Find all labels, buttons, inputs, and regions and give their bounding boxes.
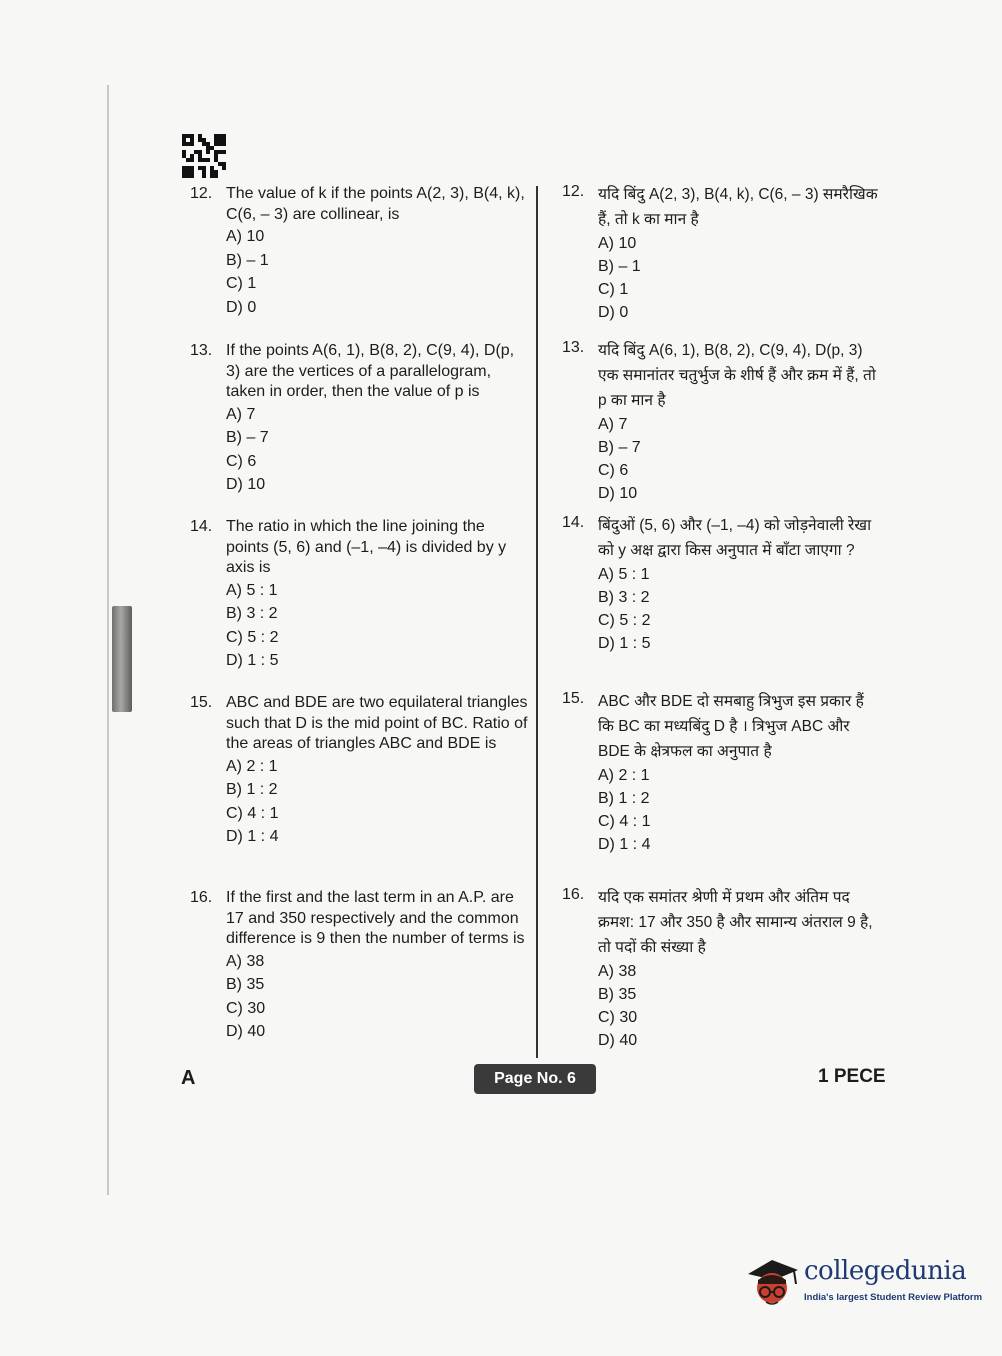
series-label: A xyxy=(181,1067,196,1089)
option-c: C) 30 xyxy=(226,999,266,1017)
option-d: D) 1 : 4 xyxy=(598,836,651,853)
question-14-en xyxy=(190,517,530,673)
question-text: ABC and BDE are two equilateral triangles such that D is the mid point of BC. Ratio of the areas of triangles ABC and BDE is xyxy=(226,694,528,752)
option-d: D) 1 : 4 xyxy=(226,828,279,845)
question-text: The value of k if the points A(2, 3), B(4, k), C(6, – 3) are collinear, is xyxy=(226,185,525,223)
option-b: B) 3 : 2 xyxy=(598,589,650,606)
option-d: D) 1 : 5 xyxy=(598,635,651,652)
question-text: If the first and the last term in an A.P. are 17 and 350 respectively and the common difference is 9 then the number of terms is xyxy=(226,889,525,947)
option-c: C) 1 xyxy=(598,281,629,298)
page-number-badge: Page No. 6 xyxy=(474,1064,596,1094)
option-c: C) 6 xyxy=(598,462,629,479)
question-14-hi xyxy=(562,513,882,655)
option-b: B) – 1 xyxy=(226,251,269,269)
option-a: A) 2 : 1 xyxy=(226,757,278,775)
question-15-hi xyxy=(562,689,882,856)
option-b: B) – 7 xyxy=(226,429,269,446)
option-a: A) 5 : 1 xyxy=(226,581,278,599)
student-mascot-icon xyxy=(742,1250,802,1312)
brand-name: collegedunia xyxy=(804,1256,967,1286)
option-d: D) 10 xyxy=(226,476,266,493)
question-number: 12. xyxy=(190,185,213,202)
question-text: ABC और BDE दो समबाहु त्रिभुज इस प्रकार हैं कि BC का मध्यबिंदु D है । त्रिभुज ABC और BDE के क्षेत्रफल का अनुपात है xyxy=(598,693,864,760)
option-a: A) 10 xyxy=(598,235,637,252)
option-b: B) 1 : 2 xyxy=(598,790,650,807)
paper-code: 1 PECE xyxy=(818,1066,886,1087)
question-number: 16. xyxy=(562,886,585,903)
question-16-hi xyxy=(562,885,882,1052)
question-16-en xyxy=(190,888,530,1044)
option-d: D) 0 xyxy=(226,298,257,316)
option-b: B) 3 : 2 xyxy=(226,605,278,622)
option-c: C) 4 : 1 xyxy=(598,813,651,830)
option-c: C) 1 xyxy=(226,275,257,292)
question-number: 12. xyxy=(562,183,585,200)
column-divider xyxy=(536,186,538,1058)
option-d: D) 0 xyxy=(598,304,629,321)
question-number: 14. xyxy=(190,518,213,535)
option-a: A) 7 xyxy=(226,405,256,423)
question-number: 13. xyxy=(190,342,213,359)
question-text: यदि एक समांतर श्रेणी में प्रथम और अंतिम पद क्रमश: 17 और 350 है और सामान्य अंतराल 9 है, तो पदों की संख्या है xyxy=(598,889,873,956)
option-b: B) 35 xyxy=(226,976,265,993)
option-b: B) – 7 xyxy=(598,439,641,456)
question-12-en xyxy=(190,184,530,319)
question-number: 15. xyxy=(562,690,585,707)
brand-tagline: India's largest Student Review Platform xyxy=(804,1292,983,1303)
option-d: D) 40 xyxy=(226,1023,266,1040)
question-text: बिंदुओं (5, 6) और (–1, –4) को जोड़नेवाली रेखा को y अक्ष द्वारा किस अनुपात में बाँटा जाएगा ? xyxy=(598,517,872,559)
binding-tab xyxy=(112,606,132,712)
option-b: B) – 1 xyxy=(598,258,641,275)
question-text: यदि बिंदु A(6, 1), B(8, 2), C(9, 4), D(p, 3) एक समानांतर चतुर्भुज के शीर्ष हैं और क्रम में हैं, तो p का मान है xyxy=(598,342,876,409)
option-c: C) 6 xyxy=(226,452,257,470)
question-13-hi xyxy=(562,338,882,505)
collegedunia-logo xyxy=(742,1250,983,1312)
question-15-en xyxy=(190,693,530,849)
option-b: B) 35 xyxy=(598,986,637,1003)
option-c: C) 30 xyxy=(598,1009,638,1026)
option-a: A) 10 xyxy=(226,228,265,245)
qr-code-icon xyxy=(182,134,226,178)
option-c: C) 4 : 1 xyxy=(226,804,279,822)
option-d: D) 1 : 5 xyxy=(226,652,279,669)
question-text: यदि बिंदु A(2, 3), B(4, k), C(6, – 3) समरैखिक हैं, तो k का मान है xyxy=(598,186,878,228)
option-c: C) 5 : 2 xyxy=(598,612,651,629)
question-text: If the points A(6, 1), B(8, 2), C(9, 4), D(p, 3) are the vertices of a parallelogram, taken in order, then the value of p is xyxy=(226,342,515,400)
question-13-en xyxy=(190,341,530,497)
question-number: 16. xyxy=(190,889,213,906)
option-a: A) 38 xyxy=(598,963,637,980)
option-a: A) 7 xyxy=(598,416,628,433)
option-d: D) 10 xyxy=(598,485,638,502)
question-number: 13. xyxy=(562,339,585,356)
question-12-hi xyxy=(562,182,882,324)
binding-edge xyxy=(107,85,109,1195)
option-d: D) 40 xyxy=(598,1032,638,1049)
option-a: A) 2 : 1 xyxy=(598,767,650,784)
question-number: 15. xyxy=(190,694,213,711)
option-c: C) 5 : 2 xyxy=(226,628,279,646)
question-text: The ratio in which the line joining the points (5, 6) and (–1, –4) is divided by y axis is xyxy=(226,518,507,576)
option-a: A) 5 : 1 xyxy=(598,566,650,583)
option-a: A) 38 xyxy=(226,952,265,970)
option-b: B) 1 : 2 xyxy=(226,781,278,798)
question-number: 14. xyxy=(562,514,585,531)
